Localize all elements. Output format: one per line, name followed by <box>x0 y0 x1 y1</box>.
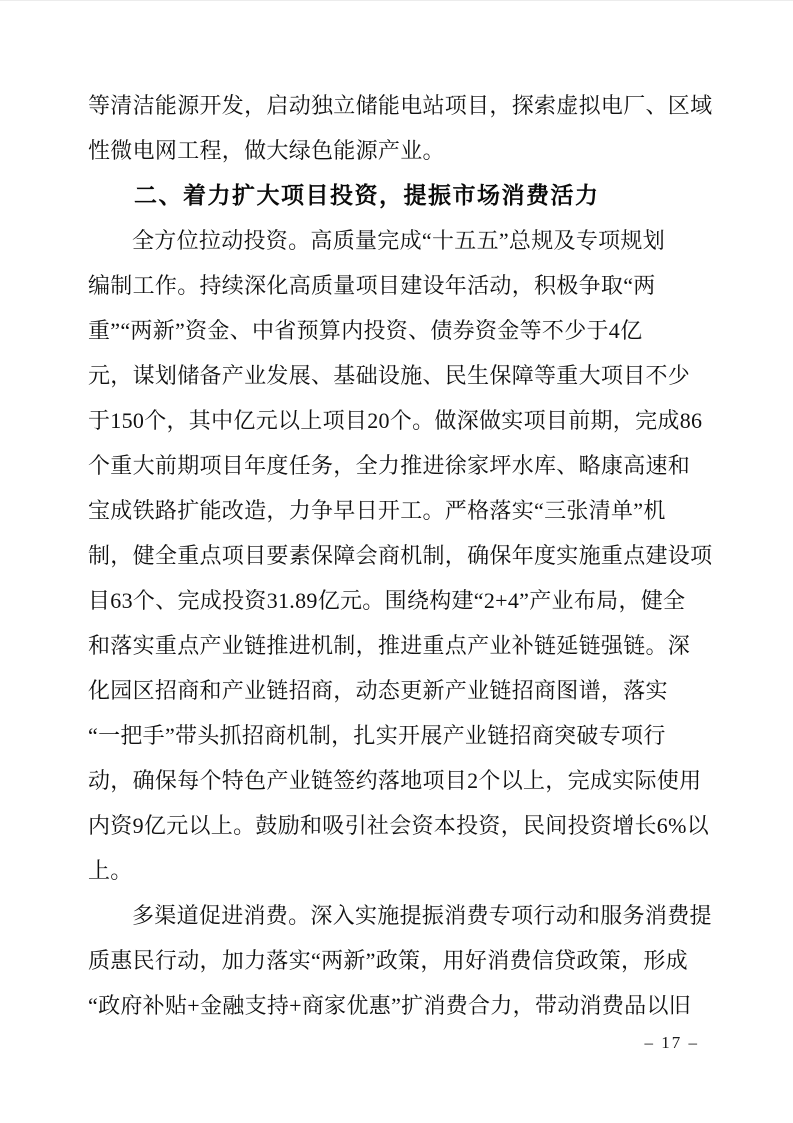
text-line: 上。 <box>88 858 133 883</box>
page-number: – 17 – <box>644 1033 699 1052</box>
text-line: 制，健全重点项目要素保障会商机制，确保年度实施重点建设项 <box>88 543 713 568</box>
text-line: 全方位拉动投资。高质量完成“十五五”总规及专项规划 <box>132 228 666 253</box>
text-line: 重”“两新”资金、中省预算内投资、债券资金等不少于4亿 <box>88 318 643 343</box>
text-line: “一把手”带头抓招商机制，扎实开展产业链招商突破专项行 <box>88 723 666 748</box>
text-line: 宝成铁路扩能改造，力争早日开工。严格落实“三张清单”机 <box>88 498 666 523</box>
text-line: 和落实重点产业链推进机制，推进重点产业补链延链强链。深 <box>88 633 691 658</box>
text-line: 个重大前期项目年度任务，全力推进徐家坪水库、略康高速和 <box>88 453 691 478</box>
text-line: 目63个、完成投资31.89亿元。围绕构建“2+4”产业布局，健全 <box>88 588 686 613</box>
text-line: 编制工作。持续深化高质量项目建设年活动，积极争取“两 <box>88 273 656 298</box>
text-line: 性微电网工程，做大绿色能源产业。 <box>88 138 445 163</box>
document-body <box>88 83 713 1028</box>
paragraph-consumption <box>88 893 712 1028</box>
text-line: 内资9亿元以上。鼓励和吸引社会资本投资，民间投资增长6%以 <box>88 813 710 838</box>
paragraph-investment <box>88 218 713 893</box>
text-line: 元，谋划储备产业发展、基础设施、民生保障等重大项目不少 <box>88 363 691 388</box>
paragraph-continuation <box>88 83 713 173</box>
text-line: 于150个，其中亿元以上项目20个。做深做实项目前期，完成86 <box>88 408 703 433</box>
section-heading: 二、着力扩大项目投资，提振市场消费活力 <box>134 182 600 208</box>
text-line: 质惠民行动，加力落实“两新”政策，用好消费信贷政策，形成 <box>88 948 688 973</box>
text-line: 动，确保每个特色产业链签约落地项目2个以上，完成实际使用 <box>88 768 702 793</box>
text-line: 化园区招商和产业链招商，动态更新产业链招商图谱，落实 <box>88 678 668 703</box>
text-line: “政府补贴+金融支持+商家优惠”扩消费合力，带动消费品以旧 <box>88 993 692 1018</box>
text-line: 多渠道促进消费。深入实施提振消费专项行动和服务消费提 <box>132 903 712 928</box>
text-line: 等清洁能源开发，启动独立储能电站项目，探索虚拟电厂、区域 <box>88 93 713 118</box>
